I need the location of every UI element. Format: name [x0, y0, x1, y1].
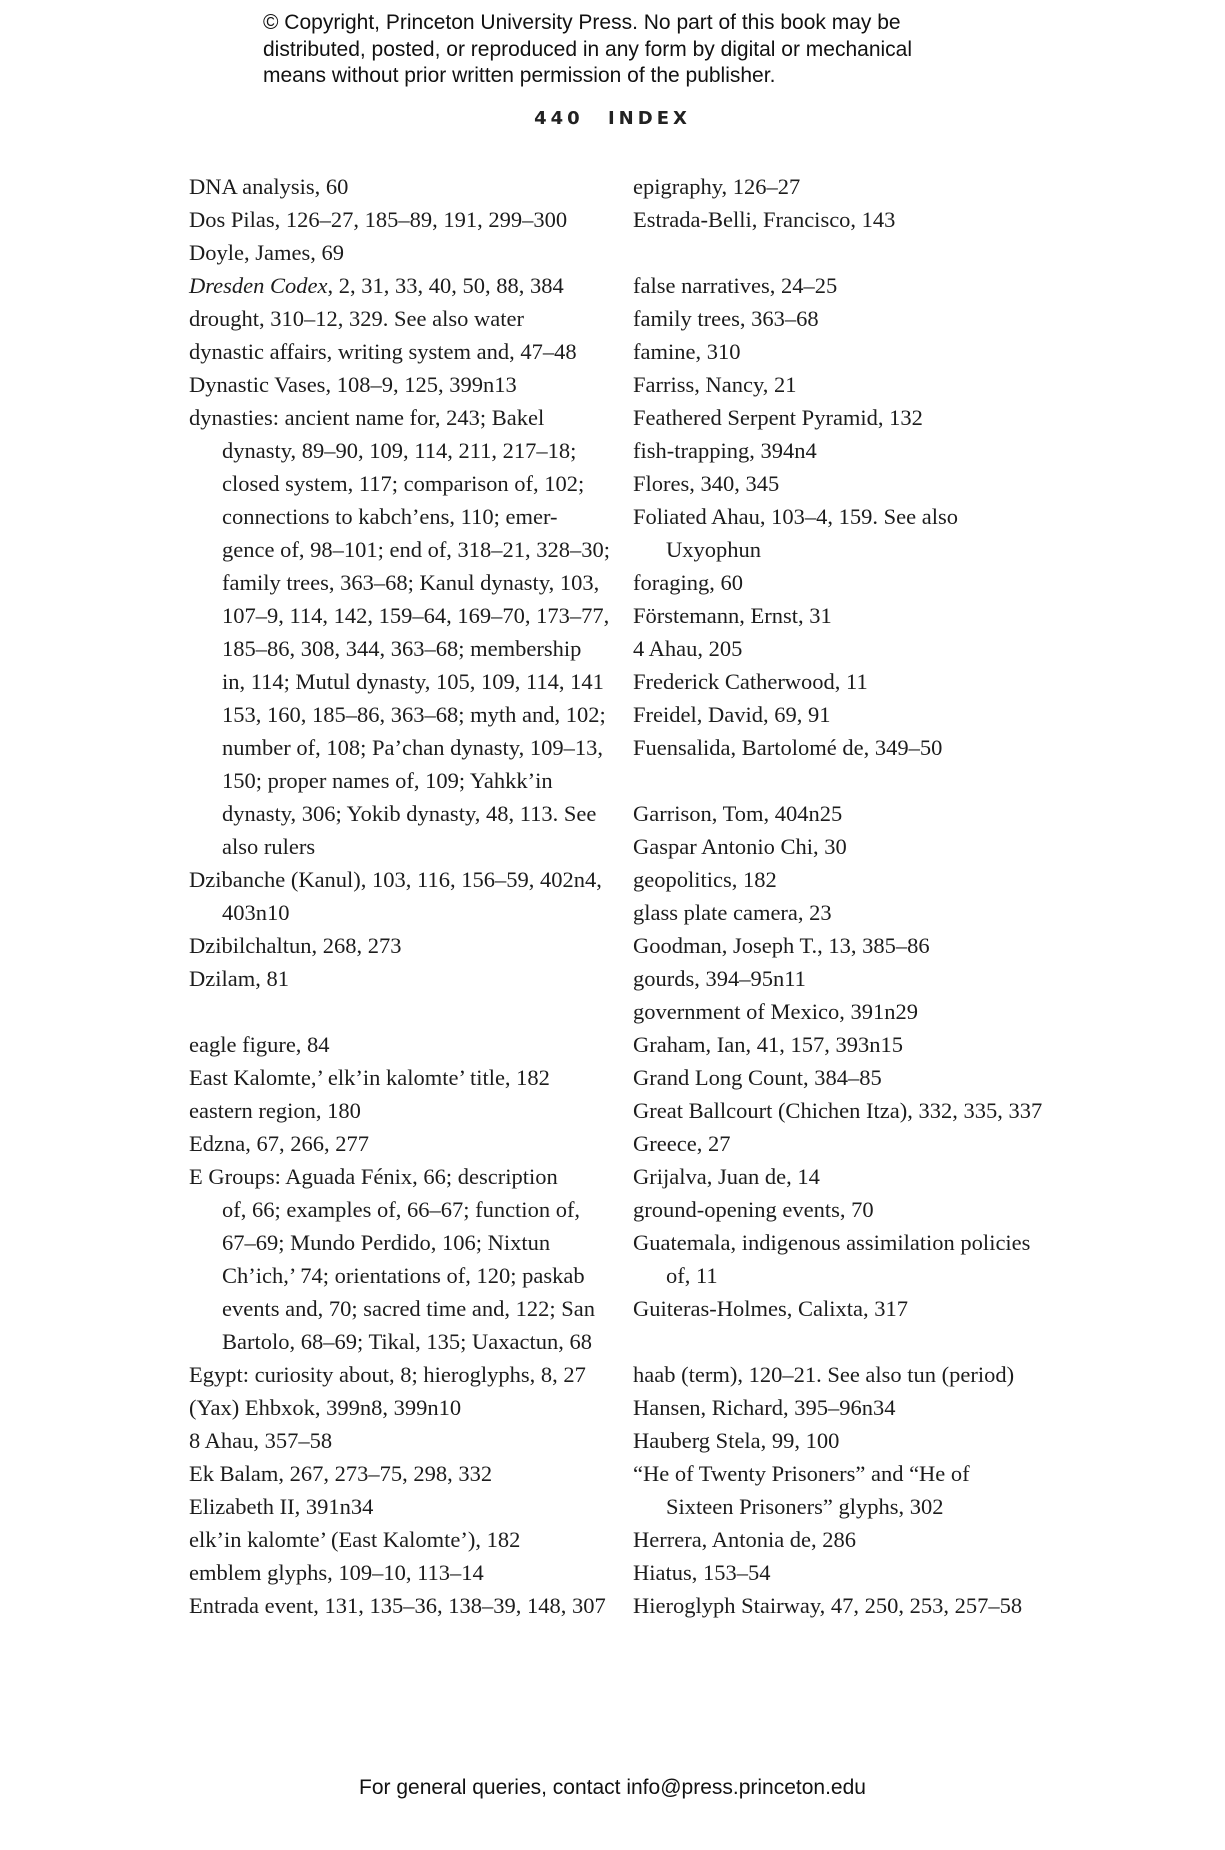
index-entry-line: elk’in kalomte’ (East Kalomte’), 182 [189, 1527, 521, 1552]
index-entry [189, 1457, 619, 1490]
index-entry-line: Hauberg Stela, 99, 100 [633, 1428, 840, 1453]
index-entry-line: Garrison, Tom, 404n25 [633, 801, 843, 826]
copyright-line: © Copyright, Princeton University Press. No part of this book may be [263, 11, 901, 34]
index-entry [189, 1127, 619, 1160]
page-number: 440 [534, 108, 584, 129]
index-entry [633, 1226, 1073, 1292]
index-entry-line: ground-opening events, 70 [633, 1197, 874, 1222]
index-entry-line: Graham, Ian, 41, 157, 393n15 [633, 1032, 903, 1057]
index-entry [633, 698, 1073, 731]
index-entry [633, 368, 1073, 401]
index-entry-line: Förstemann, Ernst, 31 [633, 603, 832, 628]
index-entry-line: emblem glyphs, 109–10, 113–14 [189, 1560, 484, 1585]
index-entry-line: eastern region, 180 [189, 1098, 361, 1123]
index-entry-line: Grand Long Count, 384–85 [633, 1065, 882, 1090]
index-entry [189, 1556, 619, 1589]
index-column-left [189, 170, 619, 1622]
index-entry [633, 434, 1073, 467]
index-entry-line: famine, 310 [633, 339, 741, 364]
index-entry-line: number of, 108; Pa’chan dynasty, 109–13, [222, 735, 603, 760]
index-entry-line: geopolitics, 182 [633, 867, 777, 892]
index-entry-line: haab (term), 120–21. See also tun (period) [633, 1362, 1015, 1387]
index-entry-line: Dos Pilas, 126–27, 185–89, 191, 299–300 [189, 207, 568, 232]
index-entry-line: family trees, 363–68; Kanul dynasty, 103, [222, 570, 600, 595]
index-entry-line: Sixteen Prisoners” glyphs, 302 [666, 1494, 944, 1519]
index-entry [633, 797, 1073, 830]
index-entry-line: Feathered Serpent Pyramid, 132 [633, 405, 923, 430]
index-entry-line: , 2, 31, 33, 40, 50, 88, 384 [327, 273, 564, 298]
index-entry [633, 1358, 1073, 1391]
copyright-notice [263, 10, 1023, 90]
index-entry [189, 335, 619, 368]
index-entry-line: also rulers [222, 834, 316, 859]
index-entry-line: Farriss, Nancy, 21 [633, 372, 797, 397]
index-entry [633, 962, 1073, 995]
index-entry-line: Ch’ich,’ 74; orientations of, 120; paskab [222, 1263, 585, 1288]
index-entry-line: 4 Ahau, 205 [633, 636, 743, 661]
index-entry-line: Elizabeth II, 391n34 [189, 1494, 374, 1519]
index-entry [189, 1391, 619, 1424]
index-entry [189, 1061, 619, 1094]
index-entry-line: Dynastic Vases, 108–9, 125, 399n13 [189, 372, 517, 397]
index-entry-line: Edzna, 67, 266, 277 [189, 1131, 369, 1156]
index-entry [189, 368, 619, 401]
index-entry [189, 302, 619, 335]
index-entry-line: in, 114; Mutul dynasty, 105, 109, 114, 141 [222, 669, 604, 694]
index-entry-line: Uxyophun [666, 537, 761, 562]
index-entry-line: Ek Balam, 267, 273–75, 298, 332 [189, 1461, 493, 1486]
index-entry [189, 1028, 619, 1061]
index-entry [633, 170, 1073, 203]
index-entry-line: Guiteras-Holmes, Calixta, 317 [633, 1296, 908, 1321]
index-entry [633, 203, 1073, 236]
index-entry-line: Fuensalida, Bartolomé de, 349–50 [633, 735, 943, 760]
index-entry-line: events and, 70; sacred time and, 122; San [222, 1296, 596, 1321]
index-entry [633, 1556, 1073, 1589]
index-entry [633, 1589, 1073, 1622]
index-entry-line: East Kalomte,’ elk’in kalomte’ title, 182 [189, 1065, 550, 1090]
section-gap [633, 1325, 1073, 1358]
index-entry-line: Herrera, Antonia de, 286 [633, 1527, 857, 1552]
index-entry [633, 896, 1073, 929]
index-entry [189, 1160, 619, 1358]
index-entry [189, 1094, 619, 1127]
index-entry [633, 863, 1073, 896]
index-entry [189, 1358, 619, 1391]
copyright-line: distributed, posted, or reproduced in any form by digital or mechanical [263, 37, 913, 61]
index-entry [189, 203, 619, 236]
index-entry [633, 665, 1073, 698]
index-entry-line: 8 Ahau, 357–58 [189, 1428, 333, 1453]
index-entry [633, 731, 1073, 764]
index-entry-line: Egypt: curiosity about, 8; hieroglyphs, 8, 27 [189, 1362, 586, 1387]
index-entry-line: Doyle, James, 69 [189, 240, 344, 265]
index-entry [633, 566, 1073, 599]
index-entry-line: of, 11 [666, 1263, 718, 1288]
index-entry-line: Grijalva, Juan de, 14 [633, 1164, 820, 1189]
index-entry-line: Hansen, Richard, 395–96n34 [633, 1395, 896, 1420]
running-head [0, 108, 1225, 129]
index-entry-line: Guatemala, indigenous assimilation policies [633, 1230, 1031, 1255]
index-entry-line: E Groups: Aguada Fénix, 66; description [189, 1164, 558, 1189]
index-entry-line: Bartolo, 68–69; Tikal, 135; Uaxactun, 68 [222, 1329, 592, 1354]
index-entry-line: dynastic affairs, writing system and, 47–48 [189, 339, 577, 364]
index-entry-italic: Dresden Codex [189, 273, 328, 298]
index-entry-line: Great Ballcourt (Chichen Itza), 332, 335, 337 [633, 1098, 1043, 1123]
index-entry [633, 1094, 1073, 1127]
index-entry-line: drought, 310–12, 329. See also water [189, 306, 524, 331]
index-entry-line: 107–9, 114, 142, 159–64, 169–70, 173–77, [222, 603, 610, 628]
index-entry-line: Freidel, David, 69, 91 [633, 702, 831, 727]
index-entry [189, 1589, 619, 1622]
index-entry-line: gourds, 394–95n11 [633, 966, 806, 991]
index-entry [633, 1457, 1073, 1523]
index-entry-line: Entrada event, 131, 135–36, 138–39, 148, 307 [189, 1593, 606, 1618]
index-entry [189, 1490, 619, 1523]
index-entry-line: DNA analysis, 60 [189, 174, 349, 199]
index-entry-line: Dzilam, 81 [189, 966, 289, 991]
index-entry-line: Goodman, Joseph T., 13, 385–86 [633, 933, 930, 958]
index-entry-line: government of Mexico, 391n29 [633, 999, 918, 1024]
index-entry-line: gence of, 98–101; end of, 318–21, 328–30; [222, 537, 611, 562]
index-entry-line: 185–86, 308, 344, 363–68; membership [222, 636, 582, 661]
index-entry-line: Gaspar Antonio Chi, 30 [633, 834, 847, 859]
index-entry-line: Greece, 27 [633, 1131, 731, 1156]
running-head-title: INDEX [607, 108, 691, 129]
index-entry [633, 1028, 1073, 1061]
index-entry [633, 1160, 1073, 1193]
index-entry-line: “He of Twenty Prisoners” and “He of [633, 1461, 970, 1486]
index-entry-line: Frederick Catherwood, 11 [633, 669, 868, 694]
index-entry [189, 236, 619, 269]
index-entry [633, 1424, 1073, 1457]
index-entry [633, 302, 1073, 335]
index-entry-line: closed system, 117; comparison of, 102; [222, 471, 585, 496]
index-entry-line: eagle figure, 84 [189, 1032, 330, 1057]
index-entry [633, 467, 1073, 500]
index-entry-line: Hieroglyph Stairway, 47, 250, 253, 257–58 [633, 1593, 1023, 1618]
index-entry [189, 1523, 619, 1556]
index-entry-line: 403n10 [222, 900, 290, 925]
index-entry-line: of, 66; examples of, 66–67; function of, [222, 1197, 581, 1222]
index-entry-line: Hiatus, 153–54 [633, 1560, 771, 1585]
index-entry [189, 170, 619, 203]
index-entry [633, 599, 1073, 632]
index-entry-line: false narratives, 24–25 [633, 273, 838, 298]
index-entry-line: Dzibilchaltun, 268, 273 [189, 933, 402, 958]
index-entry [633, 1127, 1073, 1160]
index-entry-line: 153, 160, 185–86, 363–68; myth and, 102; [222, 702, 606, 727]
index-entry [633, 995, 1073, 1028]
index-entry [189, 962, 619, 995]
index-entry-line: dynasty, 89–90, 109, 114, 211, 217–18; [222, 438, 577, 463]
index-entry [633, 269, 1073, 302]
index-entry-line: Foliated Ahau, 103–4, 159. See also [633, 504, 958, 529]
index-entry [189, 1424, 619, 1457]
index-entry [189, 863, 619, 929]
section-gap [633, 764, 1073, 797]
index-entry-line: Dzibanche (Kanul), 103, 116, 156–59, 402n4, [189, 867, 602, 892]
footer-contact: For general queries, contact info@press.princeton.edu [359, 1776, 866, 1799]
index-entry-line: epigraphy, 126–27 [633, 174, 801, 199]
index-entry [633, 1193, 1073, 1226]
index-entry-line: (Yax) Ehbxok, 399n8, 399n10 [189, 1395, 462, 1420]
index-entry [633, 830, 1073, 863]
copyright-line: means without prior written permission of the publisher. [263, 64, 776, 87]
section-gap [189, 995, 619, 1028]
index-entry-line: glass plate camera, 23 [633, 900, 832, 925]
section-gap [633, 236, 1073, 269]
index-entry-line: dynasty, 306; Yokib dynasty, 48, 113. See [222, 801, 597, 826]
index-entry [633, 1061, 1073, 1094]
index-entry [633, 929, 1073, 962]
index-entry-line: Flores, 340, 345 [633, 471, 780, 496]
index-entry [633, 1292, 1073, 1325]
index-entry [189, 929, 619, 962]
index-entry [633, 401, 1073, 434]
index-column-right [633, 170, 1073, 1622]
index-entry [633, 500, 1073, 566]
index-entry [633, 1391, 1073, 1424]
index-entry-line: Estrada-Belli, Francisco, 143 [633, 207, 896, 232]
index-entry [189, 401, 619, 863]
index-entry [633, 1523, 1073, 1556]
index-entry-line: dynasties: ancient name for, 243; Bakel [189, 405, 545, 430]
index-entry-line: foraging, 60 [633, 570, 743, 595]
index-entry-line: family trees, 363–68 [633, 306, 819, 331]
index-entry [633, 632, 1073, 665]
index-entry-line: connections to kabch’ens, 110; emer- [222, 504, 558, 529]
index-entry [189, 269, 619, 302]
index-entry-line: fish-trapping, 394n4 [633, 438, 817, 463]
index-entry [633, 335, 1073, 368]
index-entry-line: 67–69; Mundo Perdido, 106; Nixtun [222, 1230, 551, 1255]
index-entry-line: 150; proper names of, 109; Yahkk’in [222, 768, 553, 793]
